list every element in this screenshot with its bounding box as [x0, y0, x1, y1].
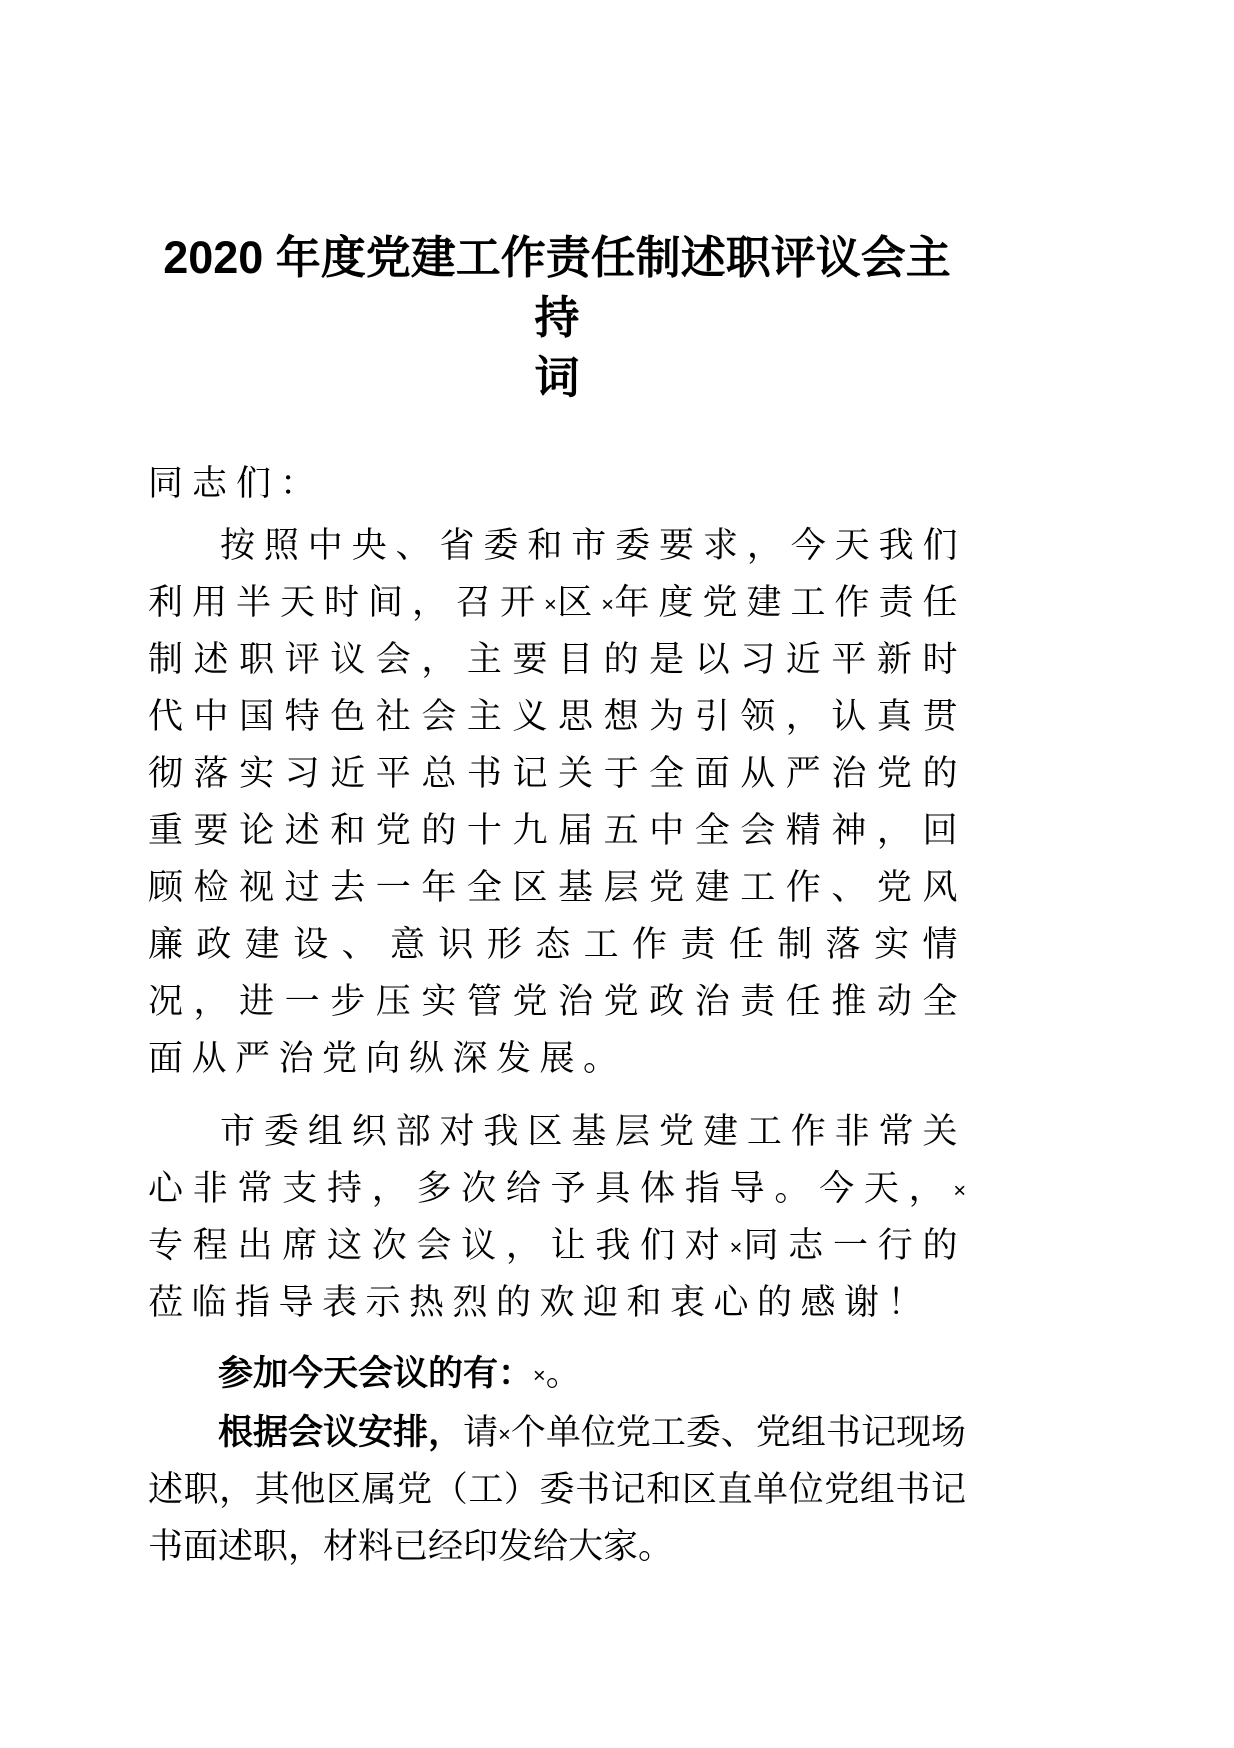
body-paragraph-3: [148, 1331, 966, 1402]
document-content: [148, 0, 966, 1575]
placeholder-x: ×: [953, 1177, 966, 1203]
paragraph-3-text: ×。: [533, 1354, 581, 1394]
page-title-line-1: 2020 年度党建工作责任制述职评议会主持: [163, 232, 951, 343]
body-paragraph-2: 市委组织部对我区基层党建工作非常关心非常支持，多次给予具体指导。今天，×专程出席这次会议，让我们对×同志一行的莅临指导表示热烈的欢迎和衷心的感谢！: [148, 1112, 966, 1323]
body-paragraph-1: 按照中央、省委和市委要求，今天我们利用半天时间，召开×区×年度党建工作责任制述职评议会，主要目的是以习近平新时代中国特色社会主义思想为引领，认真贯彻落实习近平总书记关于全面从严治党的重要论述和党的十九届五中全会精神，回顾检视过去一年全区基层党建工作、党风廉政建设、意识形态工作责任制落实情况，进一步压实管党治党政治责任推动全面从严治党向纵深发展。: [148, 525, 966, 1078]
placeholder-x: ×: [601, 590, 614, 616]
placeholder-x: ×: [498, 1421, 511, 1447]
paragraph-4-lead: 根据会议安排，: [218, 1413, 464, 1453]
salutation: 同志们：: [148, 463, 325, 503]
page-title-line-2: 词: [534, 351, 580, 403]
placeholder-x: ×: [544, 590, 557, 616]
placeholder-x: ×: [533, 1362, 546, 1388]
paragraph-4-text: 请×个单位党工委、党组书记现场述职，其他区属党（工）委书记和区直单位党组书记书面述职，材料已经印发给大家。: [148, 1413, 966, 1567]
body-paragraph-4: [148, 1402, 966, 1575]
placeholder-x: ×: [729, 1234, 743, 1260]
paragraph-3-lead: 参加今天会议的有：: [218, 1354, 534, 1394]
page-title: [148, 0, 966, 408]
